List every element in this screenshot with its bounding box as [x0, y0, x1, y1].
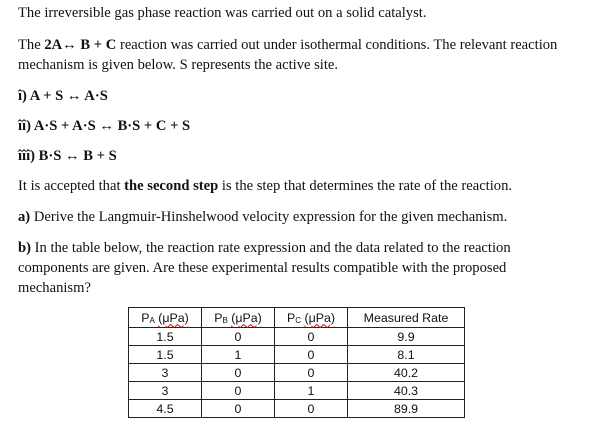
question-b-label: b) [18, 240, 31, 256]
header-measured-rate: Measured Rate [348, 308, 465, 328]
header-pc [275, 308, 348, 328]
cell-pc: 0 [275, 364, 348, 382]
reaction-paragraph-lead: The [18, 37, 45, 53]
cell-rate: 8.1 [348, 346, 465, 364]
cell-pa: 3 [129, 364, 202, 382]
mechanism-step-1 [18, 86, 108, 106]
cell-pa: 3 [129, 382, 202, 400]
question-a [18, 207, 507, 227]
header-symbol: P [286, 310, 296, 325]
mechanism-step-3 [18, 146, 117, 166]
header-symbol: P [141, 310, 150, 325]
table-header-row [129, 308, 465, 328]
header-subscript: C [295, 315, 302, 325]
table-row [129, 400, 465, 418]
data-table [128, 307, 465, 418]
question-a-label: a) [18, 209, 31, 225]
statement-lead: It is accepted that [18, 178, 125, 194]
table-row [129, 328, 465, 346]
question-b [18, 238, 578, 298]
cell-pb: 0 [202, 382, 275, 400]
table-row [129, 346, 465, 364]
cell-rate: 40.2 [348, 364, 465, 382]
header-symbol: P [214, 310, 223, 325]
step-equation: A + S ↔ A·S [26, 88, 108, 104]
header-subscript: A [149, 315, 155, 325]
cell-pc: 0 [275, 400, 348, 418]
cell-pc: 1 [275, 382, 348, 400]
header-unit: (μPa) [304, 310, 336, 325]
cell-pa: 1.5 [129, 346, 202, 364]
rate-determining-statement [18, 176, 512, 196]
header-subscript: B [222, 315, 228, 325]
step-number: îî) [18, 118, 31, 134]
mechanism-step-2 [18, 116, 190, 136]
reaction-paragraph-body: reaction was carried out under isothermal conditions. The relevant reaction mechanism is given below. S represents the active site. [18, 37, 558, 73]
step-equation: B·S ↔ B + S [35, 148, 117, 164]
statement-emphasis: the second step [124, 178, 219, 194]
header-pb [202, 308, 275, 328]
table-row [129, 382, 465, 400]
cell-pb: 1 [202, 346, 275, 364]
statement-tail: is the step that determines the rate of the reaction. [218, 178, 513, 194]
reaction-equation: 2A↔ B + C [44, 37, 117, 53]
cell-pc: 0 [275, 346, 348, 364]
cell-pa: 4.5 [129, 400, 202, 418]
question-a-text: Derive the Langmuir-Hinshelwood velocity expression for the given mechanism. [30, 209, 508, 225]
step-number: î) [18, 88, 27, 104]
header-unit: (μPa) [158, 310, 189, 325]
header-pa [129, 308, 202, 328]
step-number: îîî) [18, 148, 36, 164]
question-b-text: In the table below, the reaction rate expression and the data related to the reaction components are given. Are these experimental results compatible with the proposed mechanism? [18, 240, 511, 296]
reaction-paragraph [18, 35, 578, 75]
cell-pb: 0 [202, 328, 275, 346]
header-unit: (μPa) [231, 310, 262, 325]
cell-rate: 9.9 [348, 328, 465, 346]
cell-rate: 40.3 [348, 382, 465, 400]
cell-pb: 0 [202, 400, 275, 418]
table-row [129, 364, 465, 382]
cell-rate: 89.9 [348, 400, 465, 418]
cell-pb: 0 [202, 364, 275, 382]
step-equation: A·S + A·S ↔ B·S + C + S [30, 118, 191, 134]
cell-pc: 0 [275, 328, 348, 346]
intro-text: The irreversible gas phase reaction was carried out on a solid catalyst. [18, 5, 427, 21]
cell-pa: 1.5 [129, 328, 202, 346]
